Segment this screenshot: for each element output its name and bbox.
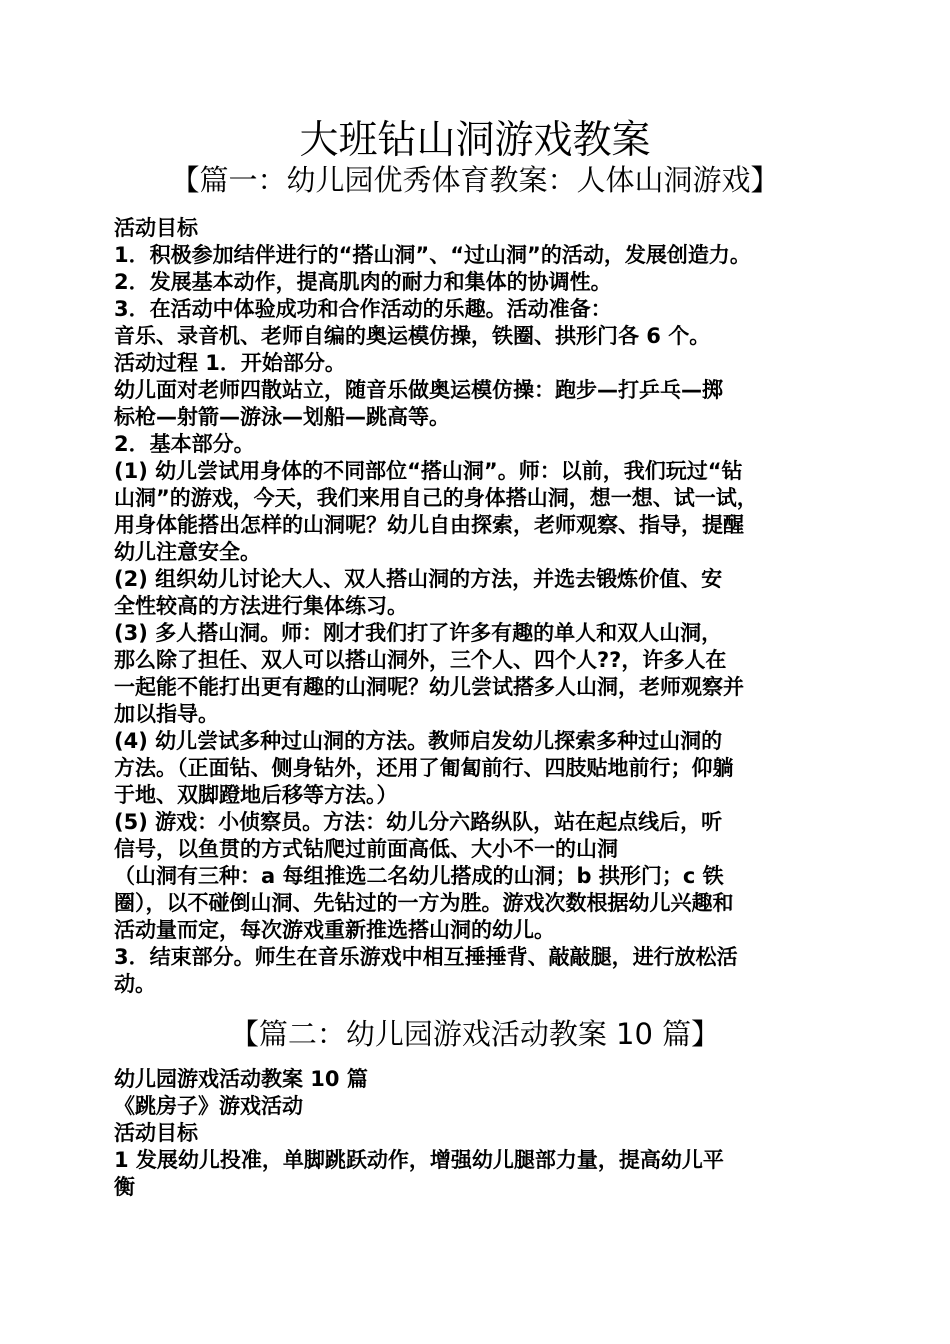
body-line: 山洞”的游戏，今天，我们来用自己的身体搭山洞，想一想、试一试， [114,486,758,510]
body-line: 活动目标 [114,216,198,240]
body-line: (4) 幼儿尝试多种过山洞的方法。教师启发幼儿探索多种过山洞的 [114,729,723,753]
section-heading-part-two: 【篇二：幼儿园游戏活动教案 10 篇】 [229,1017,721,1051]
section-heading-part-one: 【篇一：幼儿园优秀体育教案：人体山洞游戏】 [170,163,780,197]
section-body-part-one [114,215,838,998]
body-line: 3．在活动中体验成功和合作活动的乐趣。活动准备： [114,297,612,321]
body-line: 衡 [114,1175,135,1199]
body-line: 信号，以鱼贯的方式钻爬过前面高低、大小不一的山洞 [114,837,618,861]
body-line: 活动目标 [114,1121,198,1145]
body-line: (2) 组织幼儿讨论大人、双人搭山洞的方法，并选去锻炼价值、安 [114,567,723,591]
body-line: 一起能不能打出更有趣的山洞呢？幼儿尝试搭多人山洞，老师观察并 [114,675,744,699]
body-line: 《跳房子》游戏活动 [114,1094,303,1118]
body-line: 2．发展基本动作，提高肌肉的耐力和集体的协调性。 [114,270,612,294]
body-line: 那么除了担任、双人可以搭山洞外，三个人、四个人??，许多人在 [114,648,727,672]
body-line: 幼儿园游戏活动教案 10 篇 [114,1067,368,1091]
body-line: （山洞有三种：a 每组推选二名幼儿搭成的山洞；b 拱形门；c 铁 [114,864,724,888]
body-line: 方法。（正面钻、侧身钻外，还用了匍匐前行、四肢贴地前行；仰躺 [114,756,734,780]
body-line: 2．基本部分。 [114,432,255,456]
body-line: 加以指导。 [114,702,219,726]
body-line: 音乐、录音机、老师自编的奥运模仿操，铁圈、拱形门各 6 个。 [114,324,711,348]
body-line: 3．结束部分。师生在音乐游戏中相互捶捶背、敲敲腿，进行放松活 [114,945,738,969]
body-line: (5) 游戏：小侦察员。方法：幼儿分六路纵队，站在起点线后，听 [114,810,723,834]
body-line: (3) 多人搭山洞。师：刚才我们打了许多有趣的单人和双人山洞， [114,621,723,645]
body-line: 动。 [114,972,156,996]
body-line: 幼儿注意安全。 [114,540,261,564]
body-line: 幼儿面对老师四散站立，随音乐做奥运模仿操：跑步—打乒乓—掷 [114,378,723,402]
body-line: 活动过程 1．开始部分。 [114,351,346,375]
document-title: 大班钻山洞游戏教案 [299,118,651,163]
body-line: (1) 幼儿尝试用身体的不同部位“搭山洞”。师：以前，我们玩过“钻 [114,459,743,483]
body-line: 用身体能搭出怎样的山洞呢？幼儿自由探索，老师观察、指导，提醒 [114,513,744,537]
body-line: 圈），以不碰倒山洞、先钻过的一方为胜。游戏次数根据幼儿兴趣和 [114,891,734,915]
section-body-part-two [114,1066,838,1201]
body-line: 标枪—射箭—游泳—划船—跳高等。 [114,405,450,429]
body-line: 活动量而定，每次游戏重新推选搭山洞的幼儿。 [114,918,555,942]
body-line: 1 发展幼儿投准，单脚跳跃动作，增强幼儿腿部力量，提高幼儿平 [114,1148,724,1172]
body-line: 1．积极参加结伴进行的“搭山洞”、“过山洞”的活动，发展创造力。 [114,243,751,267]
body-line: 全性较高的方法进行集体练习。 [114,594,408,618]
body-line: 于地、双脚蹬地后移等方法。） [114,783,398,807]
